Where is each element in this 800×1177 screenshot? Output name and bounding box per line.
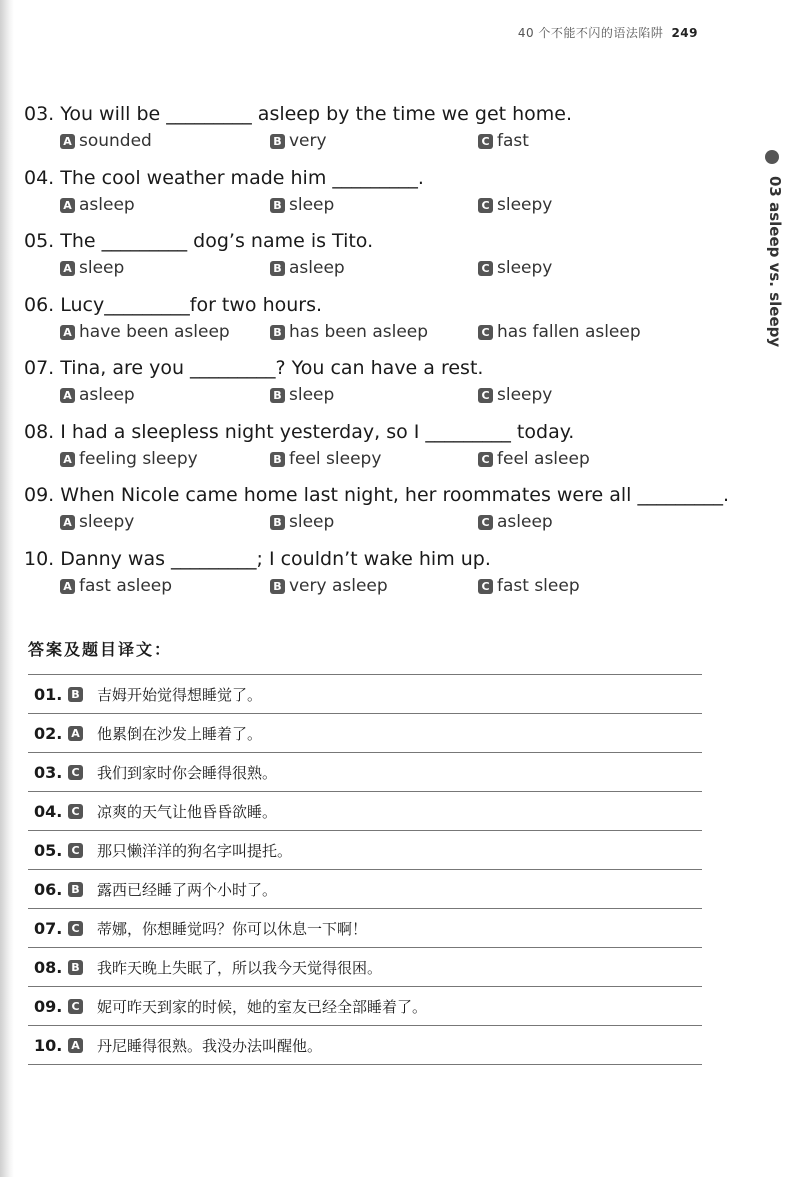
answer-number: 10. xyxy=(34,1035,63,1055)
option-letter-badge: B xyxy=(270,515,285,530)
option-text: feel sleepy xyxy=(289,448,382,469)
option-text: sleep xyxy=(289,194,335,215)
page-spine-shadow xyxy=(0,0,14,1177)
option-text: very asleep xyxy=(289,575,388,596)
option-text: sleep xyxy=(289,512,335,532)
option-letter-badge: C xyxy=(478,325,493,340)
answer-row xyxy=(28,675,702,714)
option-text: fast asleep xyxy=(79,575,173,596)
answer-translation: 吉姆开始觉得想睡觉了。 xyxy=(97,685,263,704)
option-a xyxy=(60,128,152,154)
option-text: asleep xyxy=(79,194,135,215)
question-stem xyxy=(24,164,714,192)
option-letter-badge: A xyxy=(60,515,75,530)
option-c xyxy=(478,128,529,154)
option-letter-badge: C xyxy=(478,134,493,149)
option-text: has been asleep xyxy=(289,321,429,342)
answer-translation: 蒂娜，你想睡觉吗？你可以休息一下啊！ xyxy=(97,919,368,938)
question-options xyxy=(24,446,714,472)
option-text: sleep xyxy=(79,258,125,278)
question-options xyxy=(24,509,714,535)
option-text: fast xyxy=(497,131,529,151)
answer-translation: 我昨天晚上失眠了，所以我今天觉得很困。 xyxy=(97,958,383,977)
option-text: sleepy xyxy=(497,385,553,405)
option-c xyxy=(478,509,553,535)
question-text: The _________ dog’s name is Tito. xyxy=(60,230,374,252)
option-a xyxy=(60,192,135,218)
option-letter-badge: B xyxy=(270,452,285,467)
question-number: 04. xyxy=(24,166,55,189)
option-text: sleep xyxy=(289,385,335,405)
option-b xyxy=(270,509,334,535)
question-options xyxy=(24,319,714,345)
page-header xyxy=(518,24,698,41)
option-letter-badge: B xyxy=(270,388,285,403)
answer-row xyxy=(28,948,702,987)
question-number: 07. xyxy=(24,357,55,379)
answer-letter-badge: C xyxy=(68,999,83,1014)
chapter-side-tab xyxy=(760,150,784,348)
answer-letter-badge: A xyxy=(68,1038,83,1053)
option-letter-badge: A xyxy=(60,388,75,403)
option-letter-badge: C xyxy=(478,198,493,213)
answer-number: 04. xyxy=(34,801,63,821)
answer-number: 01. xyxy=(34,684,63,704)
answer-number: 08. xyxy=(34,957,63,977)
question-item xyxy=(24,418,714,482)
option-b xyxy=(270,192,334,218)
question-text: Tina, are you _________? You can have a rest. xyxy=(60,357,484,379)
option-letter-badge: B xyxy=(270,198,285,213)
question-item xyxy=(24,291,714,355)
answer-number: 07. xyxy=(34,918,63,938)
question-number: 10. xyxy=(24,547,55,570)
question-item xyxy=(24,164,714,228)
answer-translation: 凉爽的天气让他昏昏欲睡。 xyxy=(97,802,278,821)
question-stem xyxy=(24,354,714,382)
option-letter-badge: A xyxy=(60,325,75,340)
option-a xyxy=(60,509,134,535)
option-text: asleep xyxy=(497,512,553,532)
option-text: very xyxy=(289,131,327,151)
option-letter-badge: B xyxy=(270,325,285,340)
option-a xyxy=(60,382,135,408)
option-text: sounded xyxy=(79,131,152,151)
answer-number: 02. xyxy=(34,723,63,743)
question-item xyxy=(24,100,714,164)
question-text: Danny was _________; I couldn’t wake him up. xyxy=(60,547,491,570)
option-c xyxy=(478,382,552,408)
answer-letter-badge: C xyxy=(68,843,83,858)
answers-heading: 答案及题目译文： xyxy=(28,640,173,659)
option-letter-badge: A xyxy=(60,134,75,149)
answer-letter-badge: B xyxy=(68,882,83,897)
option-c xyxy=(478,255,552,281)
option-text: feel asleep xyxy=(497,448,590,469)
question-list xyxy=(24,100,730,608)
answer-row xyxy=(28,831,702,870)
option-letter-badge: A xyxy=(60,261,75,276)
option-letter-badge: C xyxy=(478,515,493,530)
chapter-tab-label: 03 asleep vs. sleepy xyxy=(766,176,784,348)
option-text: asleep xyxy=(289,258,345,278)
option-letter-badge: C xyxy=(478,261,493,276)
answer-letter-badge: B xyxy=(68,960,83,975)
question-item xyxy=(24,354,714,418)
answer-translation: 我们到家时你会睡得很熟。 xyxy=(97,763,278,782)
page-number: 249 xyxy=(671,26,698,40)
answer-translation: 那只懒洋洋的狗名字叫提托。 xyxy=(97,841,293,860)
option-b xyxy=(270,319,428,345)
answer-number: 05. xyxy=(34,840,63,860)
question-options xyxy=(24,255,714,281)
option-letter-badge: B xyxy=(270,579,285,594)
question-item xyxy=(24,481,730,545)
option-text: sleepy xyxy=(497,258,553,278)
option-text: have been asleep xyxy=(79,321,230,342)
answer-row xyxy=(28,870,702,909)
option-text: asleep xyxy=(79,385,135,405)
question-number: 05. xyxy=(24,230,55,252)
question-options xyxy=(24,382,714,408)
answer-translation: 他累倒在沙发上睡着了。 xyxy=(97,724,263,743)
question-text: When Nicole came home last night, her roommates were all _________. xyxy=(60,484,730,506)
option-a xyxy=(60,573,172,599)
answer-letter-badge: A xyxy=(68,726,83,741)
option-b xyxy=(270,255,345,281)
option-letter-badge: A xyxy=(60,452,75,467)
option-b xyxy=(270,573,388,599)
answer-row xyxy=(28,1026,702,1065)
option-letter-badge: C xyxy=(478,388,493,403)
option-c xyxy=(478,573,580,599)
question-stem xyxy=(24,291,714,319)
option-c xyxy=(478,192,552,218)
answer-letter-badge: C xyxy=(68,804,83,819)
option-text: feeling sleepy xyxy=(79,448,198,469)
option-text: sleepy xyxy=(79,512,135,532)
option-a xyxy=(60,319,230,345)
option-b xyxy=(270,446,381,472)
question-number: 09. xyxy=(24,484,55,506)
header-title: 40 个不能不闪的语法陷阱 xyxy=(517,26,664,40)
question-options xyxy=(24,128,714,154)
question-item xyxy=(24,227,714,291)
answer-row xyxy=(28,987,702,1026)
question-text: I had a sleepless night yesterday, so I _________ today. xyxy=(60,420,575,443)
question-stem xyxy=(24,418,714,446)
answer-row xyxy=(28,753,702,792)
question-options xyxy=(24,192,714,218)
option-letter-badge: A xyxy=(60,198,75,213)
answer-row xyxy=(28,792,702,831)
option-b xyxy=(270,128,327,154)
option-text: has fallen asleep xyxy=(497,321,641,342)
answer-row xyxy=(28,714,702,753)
question-stem xyxy=(24,481,730,509)
option-letter-badge: A xyxy=(60,579,75,594)
option-a xyxy=(60,255,124,281)
option-a xyxy=(60,446,198,472)
question-item xyxy=(24,545,714,609)
question-number: 06. xyxy=(24,293,55,316)
option-text: fast sleep xyxy=(497,575,580,596)
answer-number: 03. xyxy=(34,762,63,782)
question-text: The cool weather made him _________. xyxy=(60,166,424,189)
answer-translation: 露西已经睡了两个小时了。 xyxy=(97,880,278,899)
answer-letter-badge: B xyxy=(68,687,83,702)
option-letter-badge: C xyxy=(478,579,493,594)
answer-table xyxy=(28,674,702,1065)
option-letter-badge: C xyxy=(478,452,493,467)
answer-translation: 妮可昨天到家的时候，她的室友已经全部睡着了。 xyxy=(97,997,428,1016)
answer-letter-badge: C xyxy=(68,921,83,936)
option-text: sleepy xyxy=(497,194,553,215)
question-stem xyxy=(24,227,714,255)
question-text: You will be _________ asleep by the time we get home. xyxy=(60,103,573,125)
option-c xyxy=(478,319,641,345)
chapter-marker-dot xyxy=(765,150,779,164)
answer-number: 06. xyxy=(34,879,63,899)
option-letter-badge: B xyxy=(270,261,285,276)
option-b xyxy=(270,382,334,408)
option-letter-badge: B xyxy=(270,134,285,149)
answer-number: 09. xyxy=(34,996,63,1016)
answer-row xyxy=(28,909,702,948)
question-text: Lucy_________for two hours. xyxy=(60,293,323,316)
question-stem xyxy=(24,100,714,128)
answer-translation: 丹尼睡得很熟。我没办法叫醒他。 xyxy=(97,1036,323,1055)
question-stem xyxy=(24,545,714,573)
question-number: 03. xyxy=(24,103,55,125)
answer-letter-badge: C xyxy=(68,765,83,780)
option-c xyxy=(478,446,590,472)
question-options xyxy=(24,573,714,599)
question-number: 08. xyxy=(24,420,55,443)
